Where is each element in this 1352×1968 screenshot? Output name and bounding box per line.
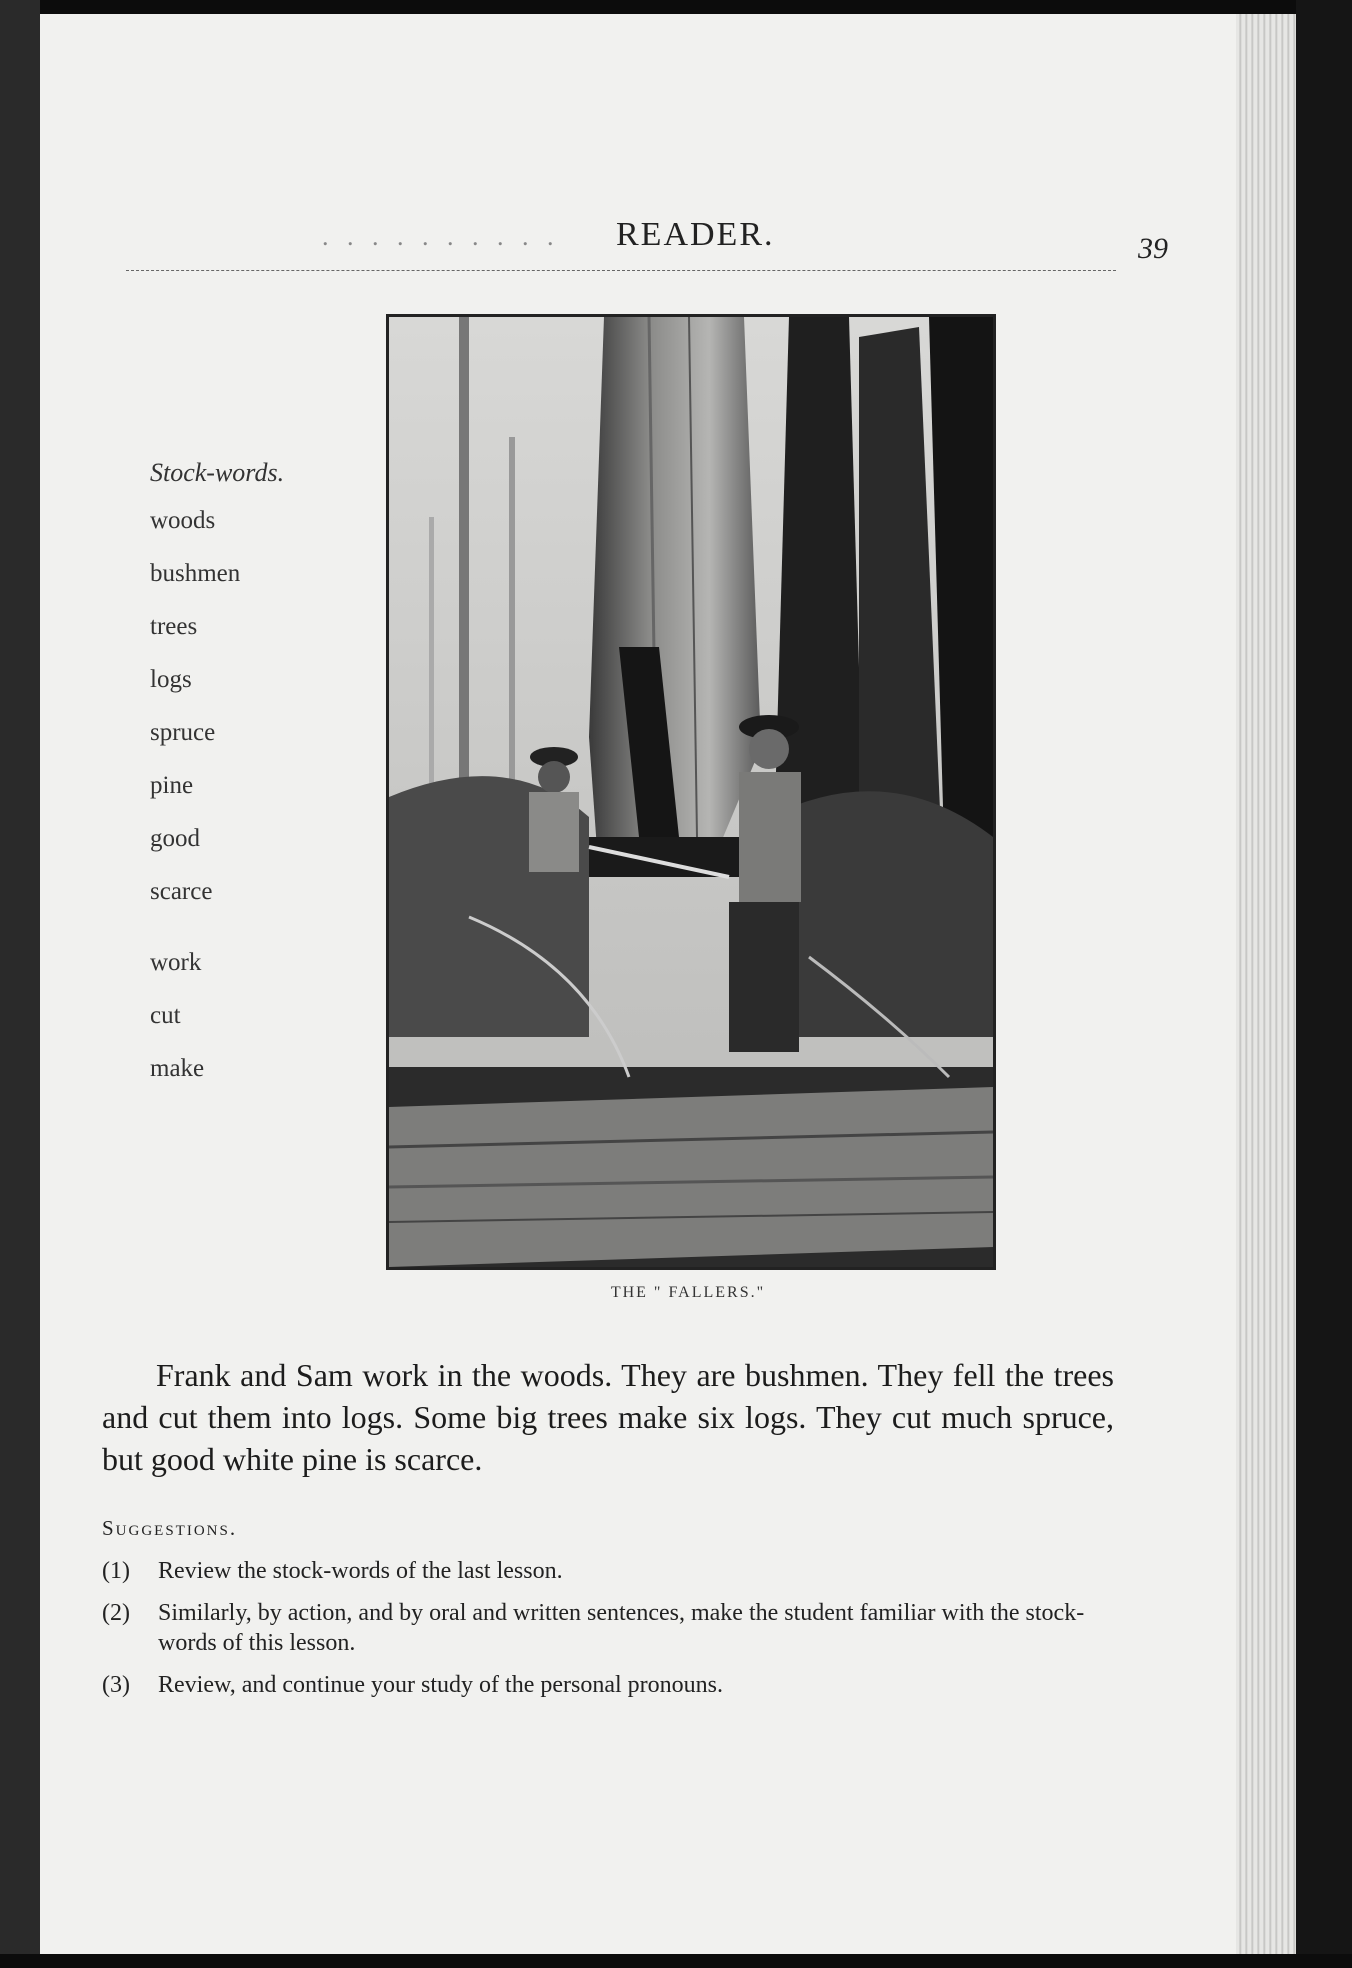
scan-bottom-border <box>0 1954 1352 1968</box>
book-spine-edge <box>0 0 40 1968</box>
stock-word: spruce <box>150 719 216 746</box>
suggestions-list <box>102 1556 1114 1712</box>
fallers-photograph <box>386 314 996 1270</box>
photo-caption: THE " FALLERS." <box>610 1284 766 1301</box>
stock-word: scarce <box>150 878 213 905</box>
fallers-photo-illustration <box>389 317 993 1267</box>
suggestion-item <box>102 1670 1114 1700</box>
stock-word: bushmen <box>150 560 241 587</box>
book-page <box>40 14 1276 1954</box>
suggestion-item <box>102 1556 1114 1586</box>
stock-word: trees <box>150 613 198 640</box>
suggestion-number: (3) <box>102 1672 130 1698</box>
lesson-paragraph: Frank and Sam work in the woods. They are bushmen. They fell the trees and cut them into logs. Some big trees make six logs. They cut much spruce, but good white pine is scarce. <box>102 1357 1114 1477</box>
stock-word: woods <box>150 507 216 534</box>
running-head-title: READER. <box>616 216 775 253</box>
stock-words-heading: Stock-words. <box>150 458 285 487</box>
running-head <box>126 210 1168 271</box>
suggestion-number: (2) <box>102 1600 130 1626</box>
scan-right-border <box>1296 0 1352 1968</box>
suggestions-heading: Suggestions. <box>102 1516 238 1540</box>
scan-top-border <box>0 0 1352 14</box>
page-stack-edge <box>1236 14 1296 1954</box>
suggestion-item <box>102 1598 1114 1658</box>
stock-word: cut <box>150 1002 181 1029</box>
stock-word: make <box>150 1055 205 1082</box>
suggestion-text: Review the stock-words of the last lesson. <box>158 1558 563 1584</box>
suggestion-number: (1) <box>102 1558 130 1584</box>
stock-word: good <box>150 825 200 852</box>
suggestion-text: Review, and continue your study of the personal pronouns. <box>158 1672 723 1698</box>
page-number: 39 <box>1138 232 1168 265</box>
suggestion-text: Similarly, by action, and by oral and written sentences, make the student familiar with the stock-words of this lesson. <box>158 1600 1085 1656</box>
stock-word: logs <box>150 666 192 693</box>
stock-word: pine <box>150 772 194 799</box>
stock-word: work <box>150 949 202 976</box>
running-head-faint-text: . . . . . . . . . . <box>322 222 560 251</box>
stock-words-list <box>150 458 350 1107</box>
